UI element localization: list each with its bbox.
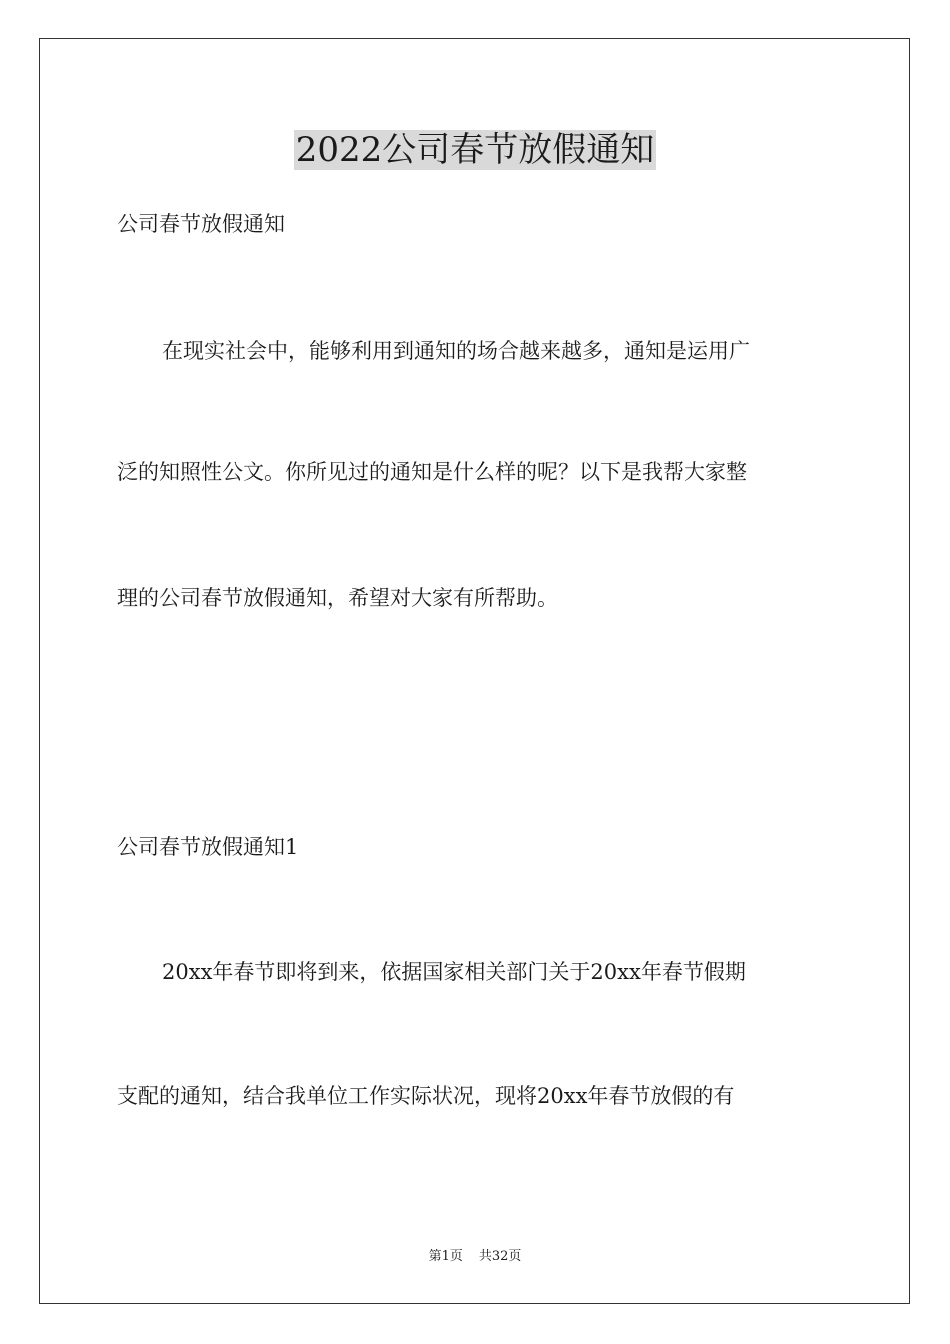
section-heading: 公司春节放假通知1 — [117, 835, 299, 859]
page-footer — [0, 1248, 950, 1266]
document-title-text: 2022公司春节放假通知 — [295, 130, 655, 170]
document-title — [0, 128, 950, 172]
page-total: 共32页 — [478, 1249, 522, 1264]
intro-line-2: 泛的知照性公文。你所见过的通知是什么样的呢？以下是我帮大家整 — [117, 460, 747, 484]
intro-line-1: 在现实社会中，能够利用到通知的场合越来越多，通知是运用广 — [162, 339, 750, 363]
page-number: 第1页 — [428, 1249, 463, 1264]
document-subtitle: 公司春节放假通知 — [117, 212, 285, 236]
section-body-line-1: 20xx年春节即将到来，依据国家相关部门关于20xx年春节假期 — [162, 960, 746, 984]
intro-line-3: 理的公司春节放假通知，希望对大家有所帮助。 — [117, 586, 558, 610]
section-body-line-2: 支配的通知，结合我单位工作实际状况，现将20xx年春节放假的有 — [117, 1084, 735, 1108]
